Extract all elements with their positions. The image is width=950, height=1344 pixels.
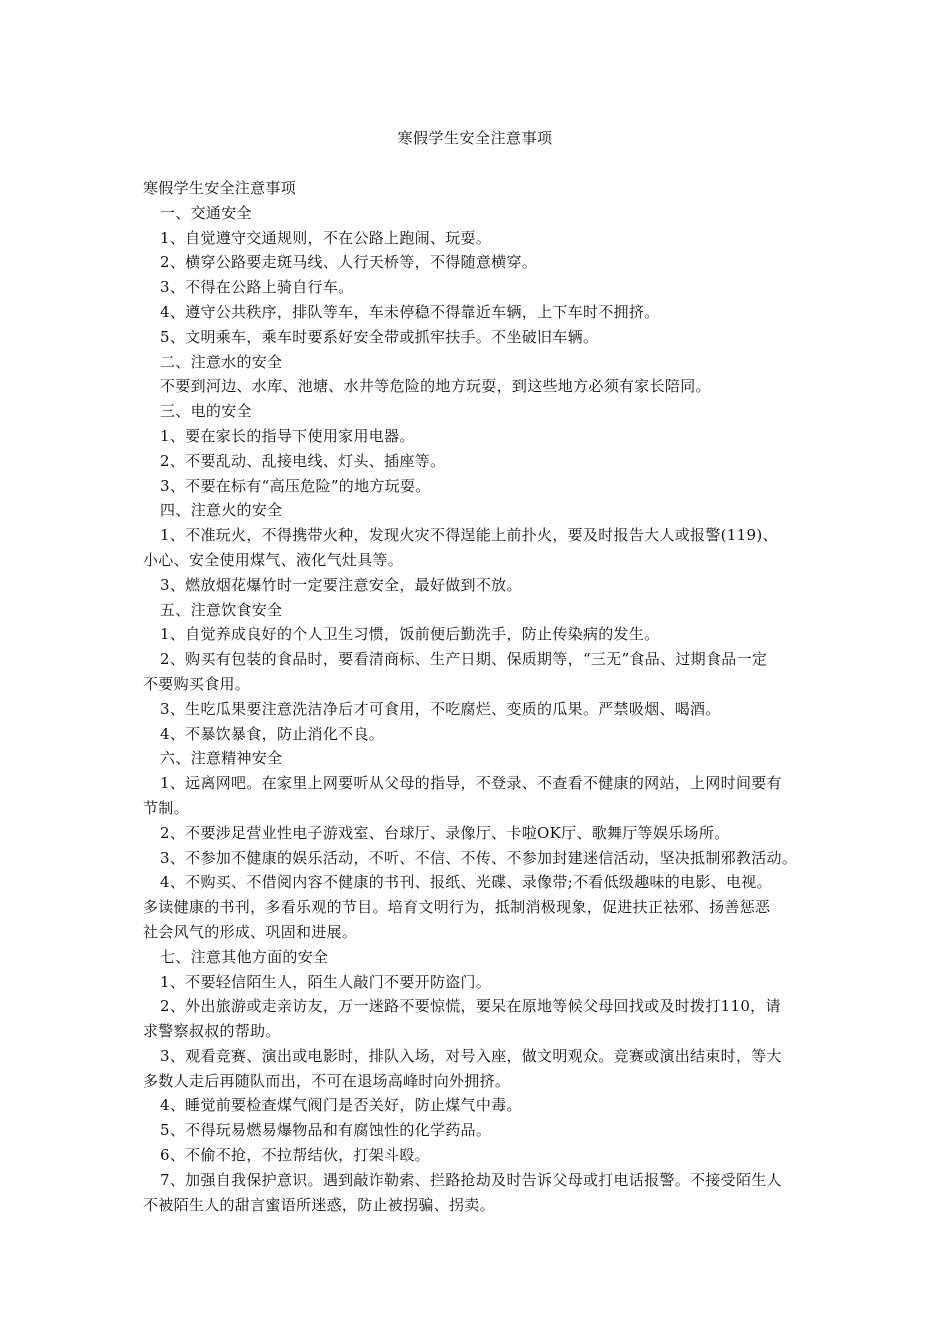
text-line: 小心、安全使用煤气、液化气灶具等。 bbox=[143, 550, 404, 569]
text-line: 二、注意水的安全 bbox=[160, 352, 283, 371]
text-line: 节制。 bbox=[143, 798, 189, 817]
text-line: 5、文明乘车，乘车时要系好安全带或抓牢扶手。不坐破旧车辆。 bbox=[160, 327, 599, 346]
text-line: 5、不得玩易燃易爆物品和有腐蚀性的化学药品。 bbox=[160, 1121, 492, 1140]
text-line: 4、睡觉前要检查煤气阀门是否关好，防止煤气中毒。 bbox=[160, 1096, 522, 1115]
text-line: 3、不得在公路上骑自行车。 bbox=[160, 278, 354, 297]
text-line: 1、自觉遵守交通规则，不在公路上跑闹、玩耍。 bbox=[160, 228, 492, 247]
text-line: 不要购买食用。 bbox=[143, 674, 251, 693]
text-line: 1、要在家长的指导下使用家用电器。 bbox=[160, 426, 415, 445]
text-line: 1、远离网吧。在家里上网要听从父母的指导，不登录、不查看不健康的网站，上网时间要有 bbox=[160, 774, 782, 793]
text-line: 2、不要涉足营业性电子游戏室、台球厅、录像厅、卡啦OK厅、歌舞厅等娱乐场所。 bbox=[160, 823, 730, 842]
text-line: 7、加强自我保护意识。遇到敲诈勒索、拦路抢劫及时告诉父母或打电话报警。不接受陌生人 bbox=[160, 1170, 782, 1189]
text-line: 2、横穿公路要走斑马线、人行天桥等，不得随意横穿。 bbox=[160, 253, 538, 272]
text-line: 多读健康的书刊，多看乐观的节目。培育文明行为，抵制消极现象，促进扶正祛邪、扬善惩恶 bbox=[143, 898, 771, 917]
text-line: 多数人走后再随队而出，不可在退场高峰时向外拥挤。 bbox=[143, 1071, 511, 1090]
text-line: 4、遵守公共秩序，排队等车，车未停稳不得靠近车辆，上下车时不拥挤。 bbox=[160, 302, 660, 321]
text-line: 1、不准玩火，不得携带火种，发现火灾不得逞能上前扑火，要及时报告大人或报警(119)、 bbox=[160, 526, 778, 545]
text-line: 五、注意饮食安全 bbox=[160, 600, 283, 619]
text-line: 3、生吃瓜果要注意洗洁净后才可食用，不吃腐烂、变质的瓜果。严禁吸烟、喝酒。 bbox=[160, 699, 721, 718]
text-line: 3、不要在标有“高压危险”的地方玩耍。 bbox=[160, 476, 431, 495]
text-line: 4、不购买、不借阅内容不健康的书刊、报纸、光碟、录像带;不看低级趣味的电影、电视。 bbox=[160, 873, 772, 892]
text-line: 求警察叔叔的帮助。 bbox=[143, 1022, 281, 1041]
text-line: 不要到河边、水库、池塘、水井等危险的地方玩耍，到这些地方必须有家长陪同。 bbox=[160, 377, 711, 396]
document-title: 寒假学生安全注意事项 bbox=[397, 129, 553, 147]
text-line: 社会风气的形成、巩固和进展。 bbox=[143, 922, 358, 941]
text-line: 3、燃放烟花爆竹时一定要注意安全，最好做到不放。 bbox=[160, 575, 522, 594]
text-line: 寒假学生安全注意事项 bbox=[143, 179, 297, 197]
text-line: 不被陌生人的甜言蜜语所迷惑，防止被拐骗、拐卖。 bbox=[143, 1195, 495, 1214]
text-line: 四、注意火的安全 bbox=[160, 501, 283, 520]
document-body bbox=[143, 176, 823, 1217]
text-line: 三、电的安全 bbox=[160, 402, 252, 421]
text-line: 六、注意精神安全 bbox=[160, 749, 283, 768]
text-line: 2、外出旅游或走亲访友，万一迷路不要惊慌，要呆在原地等候父母回找或及时拨打110，请 bbox=[160, 997, 781, 1016]
text-line: 3、观看竞赛、演出或电影时，排队入场，对号入座，做文明观众。竞赛或演出结束时，等大 bbox=[160, 1046, 782, 1065]
text-line: 2、不要乱动、乱接电线、灯头、插座等。 bbox=[160, 451, 446, 470]
text-line: 1、自觉养成良好的个人卫生习惯，饭前便后勤洗手，防止传染病的发生。 bbox=[160, 625, 660, 644]
text-line: 3、不参加不健康的娱乐活动，不听、不信、不传、不参加封建迷信活动，坚决抵制邪教活动。 bbox=[160, 848, 798, 867]
text-line: 一、交通安全 bbox=[160, 203, 252, 222]
text-line: 七、注意其他方面的安全 bbox=[160, 947, 329, 966]
text-line: 4、不暴饮暴食，防止消化不良。 bbox=[160, 724, 385, 743]
text-line: 2、购买有包装的食品时，要看清商标、生产日期、保质期等，“三无”食品、过期食品一定 bbox=[160, 650, 768, 669]
text-line: 6、不偷不抢，不拉帮结伙，打架斗殴。 bbox=[160, 1146, 430, 1165]
text-line: 1、不要轻信陌生人，陌生人敲门不要开防盗门。 bbox=[160, 972, 492, 991]
